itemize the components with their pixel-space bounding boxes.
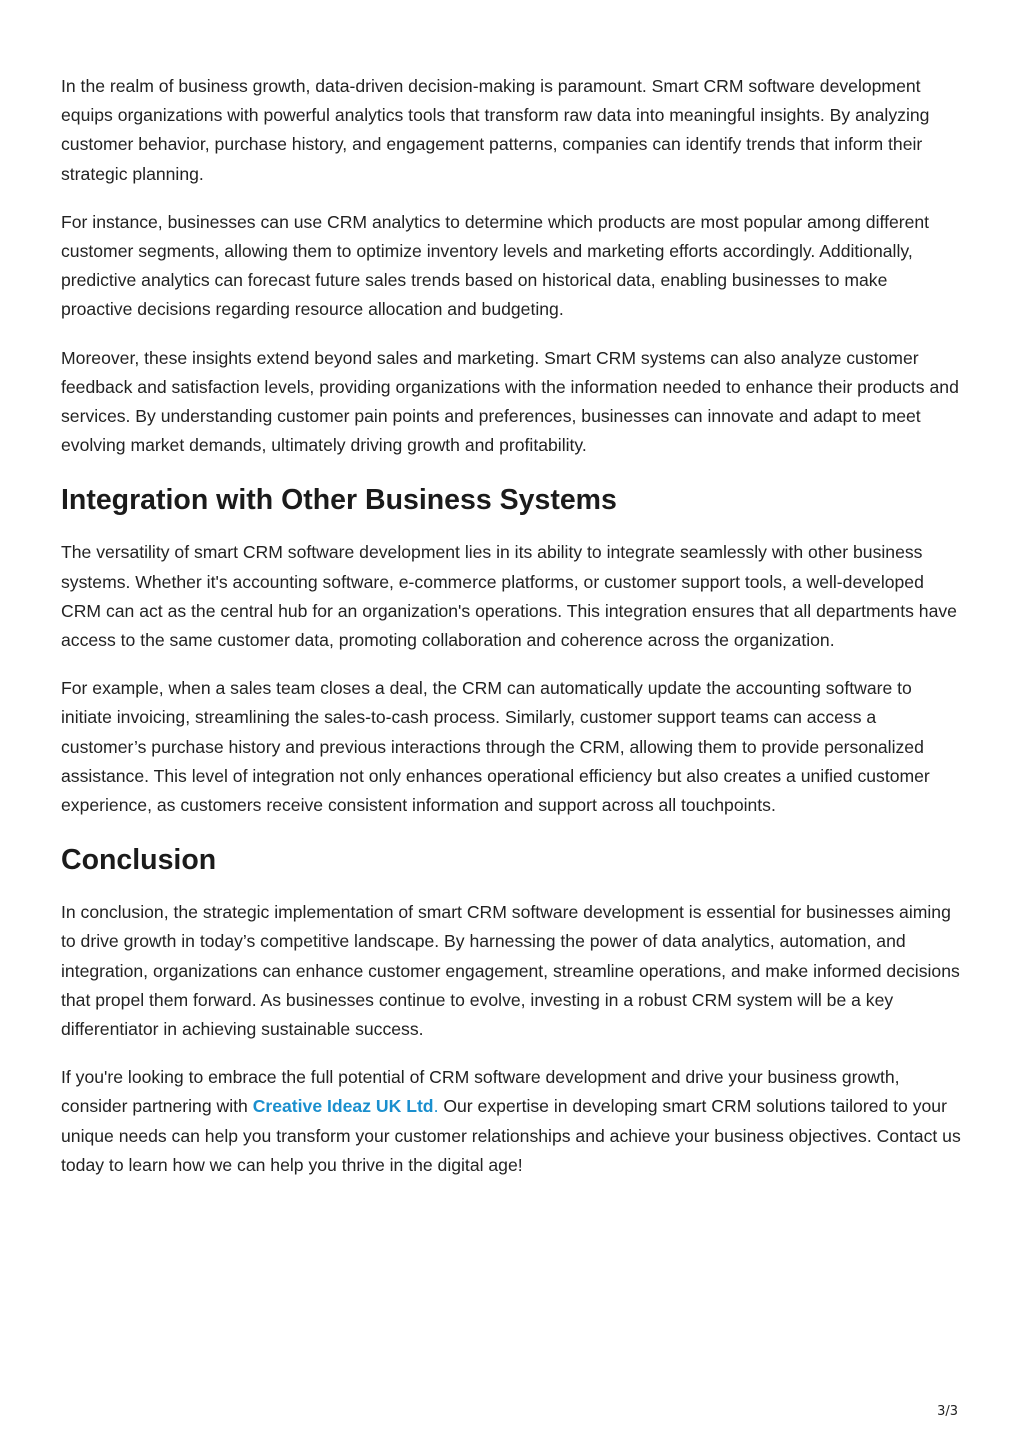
body-paragraph-conclusion: In conclusion, the strategic implementation of smart CRM software development is essential for businesses aiming to drive growth in today’s competitive landscape. By harnessing the power of data analytics, automation, and integration, organizations can enhance customer engagement, streamline operations, and make informed decisions that propel them forward. As businesses continue to evolve, investing in a robust CRM system will be a key differentiator in achieving sustainable success.	[61, 902, 960, 1040]
cta-text-after-link: Our expertise in developing smart CRM solutions tailored to your unique needs can help you transform your customer relationships and achieve your business objectives. Contact us today to learn how we can help you thrive in the digital age!	[61, 1096, 961, 1175]
document-body	[61, 72, 963, 1199]
body-paragraph-analytics-example: For instance, businesses can use CRM analytics to determine which products are most popular among different customer segments, allowing them to optimize inventory levels and marketing efforts accordingly. Additionally, predictive analytics can forecast future sales trends based on historical data, enabling businesses to make proactive decisions regarding resource allocation and budgeting.	[61, 211, 930, 320]
company-link[interactable]: Creative Ideaz UK Ltd	[252, 1096, 434, 1117]
section-heading-conclusion: Conclusion	[61, 844, 217, 877]
link-period: .	[433, 1096, 439, 1117]
body-paragraph-analytics-insights: Moreover, these insights extend beyond sales and marketing. Smart CRM systems can also analyze customer feedback and satisfaction levels, providing organizations with the information needed to enhance their products and services. By understanding customer pain points and preferences, businesses can innovate and adapt to meet evolving market demands, ultimately driving growth and profitability.	[61, 347, 959, 456]
cta-text-before-link: If you're looking to embrace the full potential of CRM software development and drive your business growth, consider partnering with	[61, 1067, 900, 1117]
body-paragraph-integration-example: For example, when a sales team closes a deal, the CRM can automatically update the accounting software to initiate invoicing, streamlining the sales-to-cash process. Similarly, customer support teams can access a customer’s purchase history and previous interactions through the CRM, allowing them to provide personalized assistance. This level of integration not only enhances operational efficiency but also creates a unified customer experience, as customers receive consistent information and support across all touchpoints.	[61, 678, 930, 816]
page-number: 3/3	[937, 1404, 958, 1419]
section-heading-integration: Integration with Other Business Systems	[61, 484, 617, 517]
body-paragraph-analytics-intro: In the realm of business growth, data-driven decision-making is paramount. Smart CRM software development equips organizations with powerful analytics tools that transform raw data into meaningful insights. By analyzing customer behavior, purchase history, and engagement patterns, companies can identify trends that inform their strategic planning.	[61, 76, 930, 184]
body-paragraph-integration-intro: The versatility of smart CRM software development lies in its ability to integrate seamlessly with other business systems. Whether it's accounting software, e-commerce platforms, or customer support tools, a well-developed CRM can act as the central hub for an organization's operations. This integration ensures that all departments have access to the same customer data, promoting collaboration and coherence across the organization.	[61, 542, 957, 651]
body-paragraph-call-to-action	[61, 1063, 963, 1180]
